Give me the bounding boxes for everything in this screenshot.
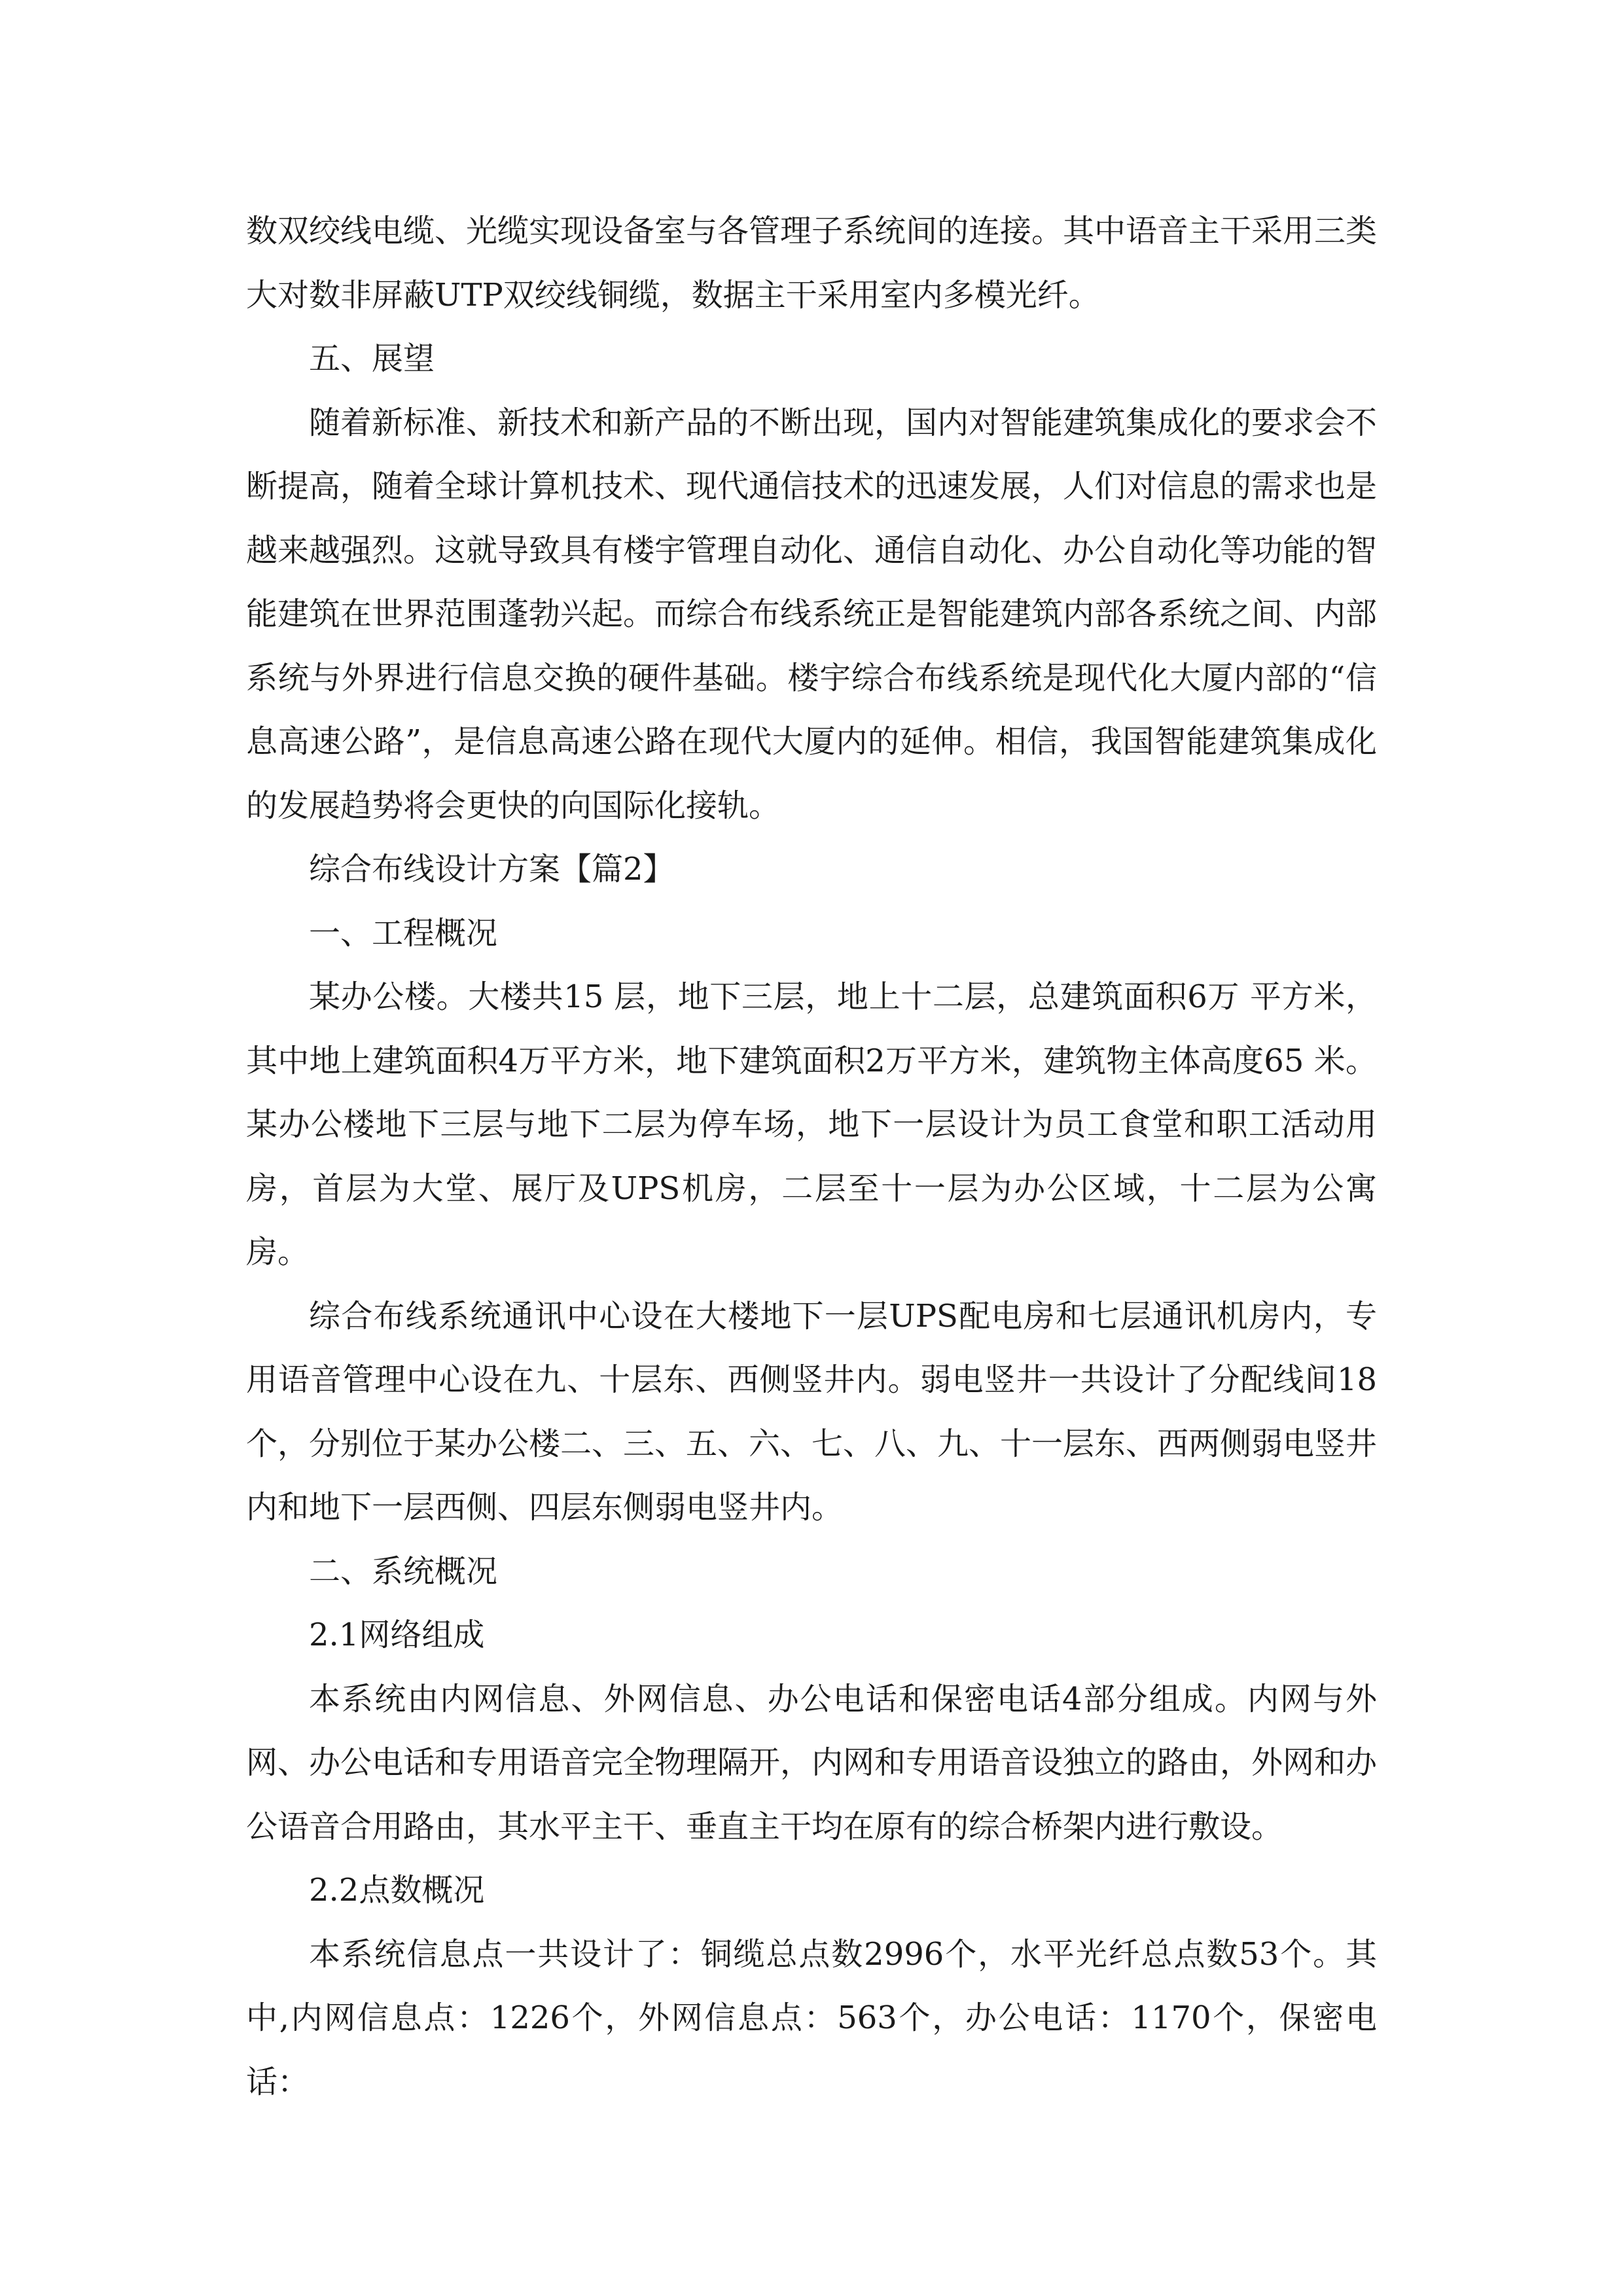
section-heading-project-overview: 一、工程概况 <box>309 914 498 952</box>
paragraph-outlook: 随着新标准、新技术和新产品的不断出现，国内对智能建筑集成化的要求会不断提高，随着全球计算机技术、现代通信技术的迅速发展，人们对信息的需求也是越来越强烈。这就导致具有楼宇管理自动化、通信自动化、办公自动化等功能的智能建筑在世界范围蓬勃兴起。而综合布线系统正是智能建筑内部各系统之间、内部系统与外界进行信息交换的硬件基础。楼宇综合布线系统是现代化大厦内部的“信息高速公路”，是信息高速公路在现代大厦内的延伸。相信，我国智能建筑集成化的发展趋势将会更快的向国际化接轨。 <box>246 404 1378 824</box>
paragraph-building-overview: 某办公楼。大楼共15 层，地下三层，地上十二层，总建筑面积6万 平方米，其中地上建筑面积4万平方米，地下建筑面积2万平方米，建筑物主体高度65 米。某办公楼地下三层与地下二层为停车场，地下一层设计为员工食堂和职工活动用房，首层为大堂、展厅及UPS机房，二层至十一层为办公区域，十二层为公寓房。 <box>246 978 1377 1270</box>
subsection-heading-network: 2.1网络组成 <box>309 1617 485 1653</box>
document-body <box>246 200 1377 2114</box>
paragraph-network-composition: 本系统由内网信息、外网信息、办公电话和保密电话4部分组成。内网与外网、办公电话和专用语音完全物理隔开，内网和专用语音设独立的路由，外网和办公语音合用路由，其水平主干、垂直主干均在原有的综合桥架内进行敷设。 <box>246 1680 1378 1845</box>
section-heading-outlook: 五、展望 <box>309 340 435 377</box>
paragraph-continuation: 数双绞线电缆、光缆实现设备室与各管理子系统间的连接。其中语音主干采用三类大对数非屏蔽UTP双绞线铜缆，数据主干采用室内多模光纤。 <box>246 213 1378 314</box>
article-title: 综合布线设计方案【篇2】 <box>309 851 675 888</box>
paragraph-points-overview: 本系统信息点一共设计了：铜缆总点数2996个，水平光纤总点数53个。其中,内网信息点：1226个，外网信息点：563个，办公电话：1170个，保密电话： <box>246 1935 1377 2100</box>
paragraph-communication-center: 综合布线系统通讯中心设在大楼地下一层UPS配电房和七层通讯机房内，专用语音管理中心设在九、十层东、西侧竖井内。弱电竖井一共设计了分配线间18个，分别位于某办公楼二、三、五、六、七、八、九、十一层东、西两侧弱电竖井内和地下一层西侧、四层东侧弱电竖井内。 <box>246 1297 1378 1526</box>
subsection-heading-points: 2.2点数概况 <box>309 1872 485 1909</box>
section-heading-system-overview: 二、系统概况 <box>309 1552 498 1590</box>
